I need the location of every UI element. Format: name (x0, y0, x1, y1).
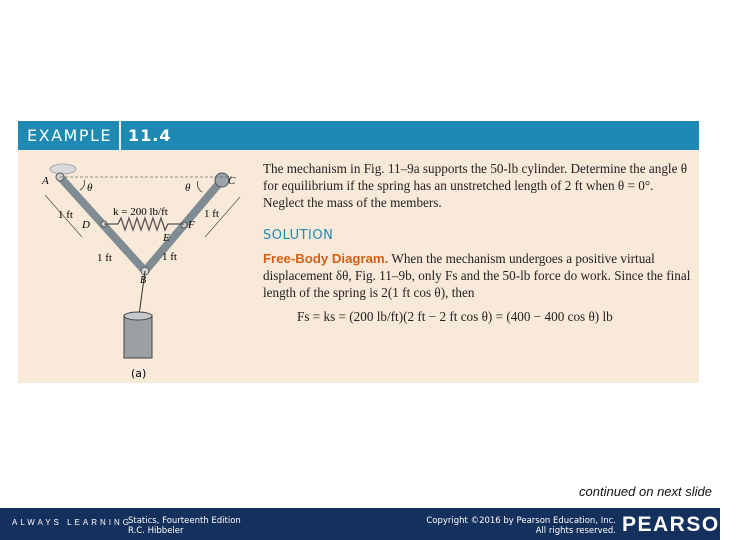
label-theta-left: θ (87, 182, 93, 194)
label-a: A (42, 175, 49, 187)
problem-statement: The mechanism in Fig. 11–9a supports the 50-lb cylinder. Determine the angle θ for equilibrium if the spring has an unstretched length of 2 ft when θ = 0°. Neglect the mass of the members. (263, 161, 688, 210)
label-len-left-lower: 1 ft (97, 252, 112, 264)
example-label: EXAMPLE (27, 126, 112, 145)
support-a (50, 164, 76, 174)
theta-arc-right (198, 181, 203, 192)
pin-f (181, 222, 187, 228)
label-theta-right: θ (185, 182, 191, 194)
book-title: Statics, Fourteenth Edition (128, 516, 241, 526)
fbd-paragraph (263, 250, 693, 301)
always-learning-text: ALWAYS LEARNING (12, 518, 132, 527)
figure-caption: (a) (131, 367, 147, 380)
cylinder (124, 315, 152, 358)
label-len-right-lower: 1 ft (162, 251, 177, 263)
fbd-text: When the mechanism undergoes a positive virtual displacement δθ, Fig. 11–9b, only Fs and the 50-lb force do work. Since the final length of the spring is 2(1 ft cos θ), then (263, 251, 691, 300)
label-b: B (140, 275, 147, 286)
label-spring: k = 200 lb/ft (113, 206, 168, 218)
label-len-left-upper: 1 ft (58, 209, 73, 221)
label-d: D (82, 219, 90, 231)
roller-c (215, 173, 229, 187)
book-author: R.C. Hibbeler (128, 526, 184, 536)
label-e: E (163, 232, 170, 244)
spring (104, 218, 184, 230)
label-c: C (228, 175, 236, 187)
theta-arc-left (80, 180, 85, 190)
copyright-line-2: All rights reserved. (535, 526, 616, 536)
copyright-line-1: Copyright ©2016 by Pearson Education, Inc. (426, 516, 616, 526)
spring-force-equation: Fs = ks = (200 lb/ft)(2 ft − 2 ft cos θ) = (400 − 400 cos θ) lb (297, 309, 613, 324)
example-number: 11.4 (128, 126, 172, 145)
pearson-logo: PEARSON (622, 513, 736, 536)
solution-heading: SOLUTION (263, 228, 334, 243)
cylinder-top (124, 312, 152, 320)
label-f: F (188, 219, 195, 231)
label-len-right-upper: 1 ft (204, 208, 219, 220)
fbd-label: Free-Body Diagram. (263, 251, 389, 266)
continued-note: continued on next slide (579, 484, 712, 499)
